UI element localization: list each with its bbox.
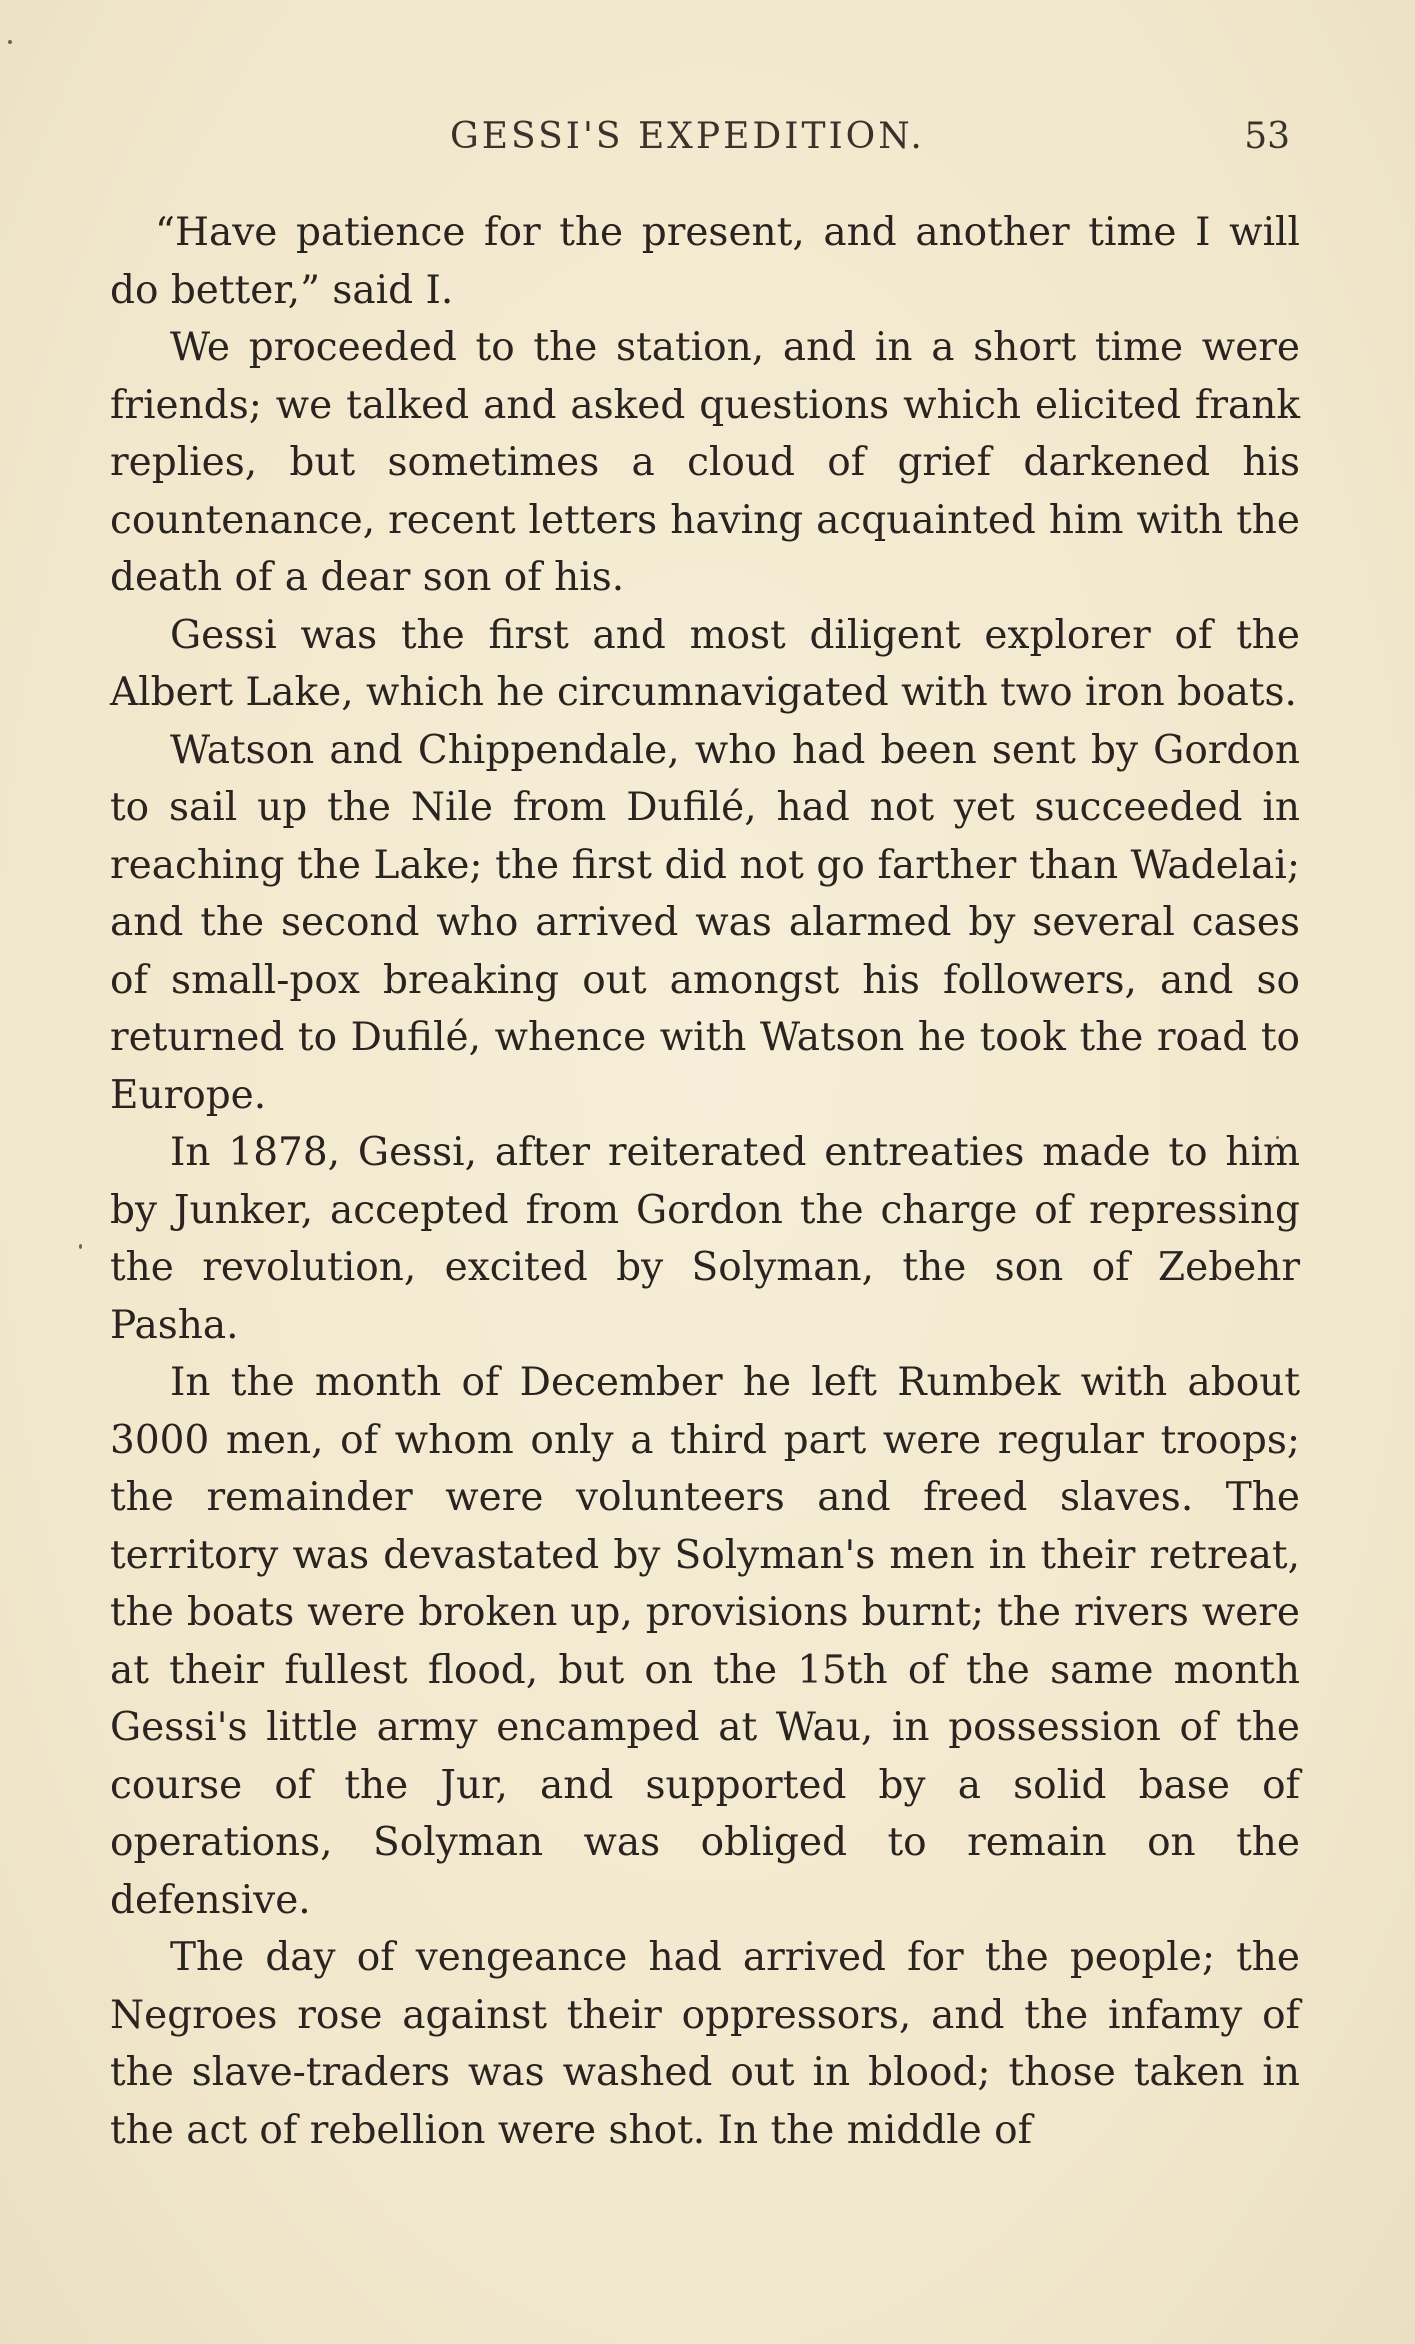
paragraph: In 1878, Gessi, after reiterated entreaties made to him by Junker, accepted from Gordon the charge of repressing the revolution, excited by Solyman, the son of Zebehr Pasha. bbox=[110, 1130, 1300, 1348]
running-head bbox=[110, 112, 1290, 162]
paragraph: In the month of December he left Rumbek with about 3000 men, of whom only a third part were regular troops; the remainder were volunteers and freed slaves. The territory was devastated by Solyman's men in their retreat, the boats were broken up, provisions burnt; the rivers were at their fullest flood, but on the 15th of the same month Gessi's little army encamped at Wau, in possession of the course of the Jur, and supported by a solid base of operations, Solyman was obliged to remain on the defensive. bbox=[110, 1360, 1300, 1923]
paragraph: The day of vengeance had arrived for the people; the Negroes rose against their oppressors, and the infamy of the slave-traders was washed out in blood; those taken in the act of rebellion were shot. In the middle of bbox=[110, 1935, 1300, 2153]
paragraph: We proceeded to the station, and in a short time were friends; we talked and asked questions which elicited frank replies, but sometimes a cloud of grief darkened his countenance, recent letters having acquainted him with the death of a dear son of his. bbox=[110, 325, 1300, 600]
paragraph: “Have patience for the present, and another time I will do better,” said I. bbox=[110, 210, 1300, 313]
body-text bbox=[110, 204, 1300, 2159]
paragraph: Watson and Chippendale, who had been sent by Gordon to sail up the Nile from Dufilé, had not yet succeeded in reaching the Lake; the first did not go farther than Wadelai; and the second who arrived was alarmed by several cases of small-pox breaking out amongst his followers, and so returned to Dufilé, whence with Watson he took the road to Europe. bbox=[110, 727, 1300, 1118]
running-title: GESSI'S EXPEDITION. bbox=[450, 116, 925, 157]
paragraph: Gessi was the first and most diligent explorer of the Albert Lake, which he circumnavigated with two iron boats. bbox=[110, 612, 1300, 715]
page-number: 53 bbox=[1244, 116, 1290, 157]
paper-speck bbox=[8, 40, 12, 44]
paper-speck bbox=[79, 1244, 82, 1249]
